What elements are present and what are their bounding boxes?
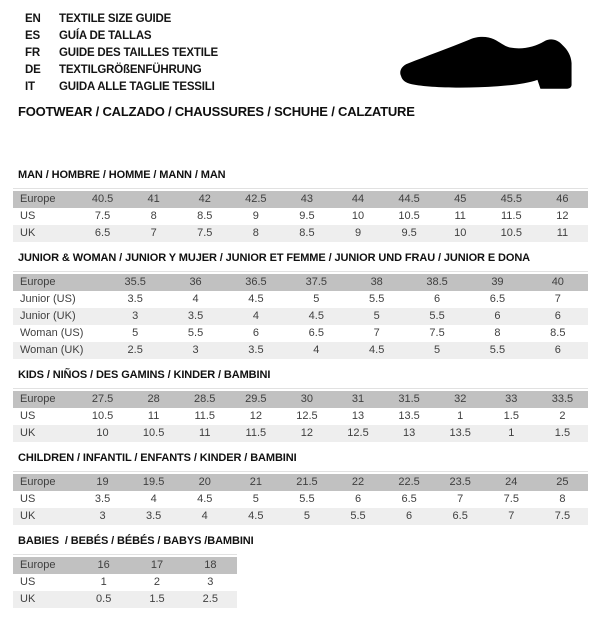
size-cell: 11.5 xyxy=(245,427,267,439)
size-cell: 11.5 xyxy=(194,410,216,422)
language-row-it xyxy=(25,79,218,96)
size-cell: 44 xyxy=(351,193,365,205)
size-cell: 3 xyxy=(207,576,214,588)
size-cell: 2.5 xyxy=(127,344,143,356)
size-cell: 45.5 xyxy=(500,193,522,205)
language-code: FR xyxy=(25,47,40,59)
row-label: Europe xyxy=(20,276,56,288)
size-cell: 39 xyxy=(491,276,504,288)
size-cell: 27.5 xyxy=(91,393,114,405)
size-cell: 7 xyxy=(150,227,157,239)
size-cell: 6 xyxy=(434,293,441,305)
row-label: US xyxy=(20,210,36,222)
size-cell: 18 xyxy=(204,559,217,571)
table-row-children-europe xyxy=(13,474,588,491)
table-row-man-uk xyxy=(13,225,588,242)
row-label: UK xyxy=(20,593,36,605)
size-cell: 25 xyxy=(556,476,569,488)
size-cell: 30 xyxy=(300,393,314,405)
size-cell: 45 xyxy=(454,193,467,205)
size-cell: 4.5 xyxy=(197,493,213,505)
size-cell: 11.5 xyxy=(501,210,522,222)
row-label: Europe xyxy=(20,476,56,488)
size-cell: 8 xyxy=(494,327,501,339)
language-code: IT xyxy=(25,81,35,93)
size-cell: 6 xyxy=(354,493,362,505)
table-row-man-europe xyxy=(13,191,588,208)
size-table-babies xyxy=(13,557,237,608)
row-label: UK xyxy=(20,427,36,439)
table-row-kids-us xyxy=(13,408,588,425)
table-title-children: CHILDREN / INFANTIL / ENFANTS / KINDER / BAMBINI xyxy=(18,452,297,464)
table-title-junior-woman: JUNIOR & WOMAN / JUNIOR Y MUJER / JUNIOR ET FEMME / JUNIOR UND FRAU / JUNIOR E DONA xyxy=(18,252,531,264)
size-cell: 7.5 xyxy=(503,493,519,505)
table-row-junior-woman-woman-uk- xyxy=(13,342,588,359)
size-cell: 6.5 xyxy=(401,493,417,505)
size-cell: 28 xyxy=(147,393,160,405)
size-cell: 16 xyxy=(97,559,110,571)
table-title-kids: KIDS / NIÑOS / DES GAMINS / KINDER / BAMBINI xyxy=(18,369,271,381)
size-cell: 8.5 xyxy=(197,210,213,222)
size-cell: 5 xyxy=(313,293,320,305)
row-label: US xyxy=(20,493,36,505)
table-row-kids-europe xyxy=(13,391,588,408)
size-cell: 21 xyxy=(249,476,262,488)
size-cell: 1.5 xyxy=(554,427,571,439)
size-cell: 12.5 xyxy=(347,427,369,439)
table-wrap-man xyxy=(13,188,588,242)
table-row-junior-woman-junior-uk- xyxy=(13,308,588,325)
table-wrap-kids xyxy=(13,388,588,442)
size-table-section-man xyxy=(13,169,588,242)
size-cell: 37.5 xyxy=(305,276,328,288)
language-label: GUÍA DE TALLAS xyxy=(59,30,152,42)
size-cell: 5.5 xyxy=(299,493,315,505)
table-row-junior-woman-europe xyxy=(13,274,588,291)
size-cell: 2.5 xyxy=(202,593,218,605)
size-cell: 8.5 xyxy=(550,327,566,339)
size-cell: 5.5 xyxy=(369,293,385,305)
size-cell: 3.5 xyxy=(187,310,204,322)
table-row-children-uk xyxy=(13,508,588,525)
size-cell: 13.5 xyxy=(398,410,420,422)
language-row-en xyxy=(25,11,218,28)
size-cell: 36.5 xyxy=(245,276,267,288)
size-cell: 9 xyxy=(354,227,362,239)
language-label: GUIDE DES TAILLES TEXTILE xyxy=(59,47,218,59)
size-cell: 12 xyxy=(249,410,262,422)
size-cell: 38.5 xyxy=(426,276,448,288)
size-cell: 0.5 xyxy=(96,593,112,605)
size-cell: 13 xyxy=(351,410,365,422)
size-cell: 10.5 xyxy=(91,410,114,422)
size-cell: 6 xyxy=(252,327,259,339)
size-cell: 6.5 xyxy=(308,327,324,339)
size-cell: 23.5 xyxy=(449,476,471,488)
size-cell: 3.5 xyxy=(248,344,264,356)
size-cell: 7.5 xyxy=(429,327,445,339)
size-cell: 19 xyxy=(96,476,109,488)
row-label: Woman (UK) xyxy=(20,344,84,356)
size-cell: 5 xyxy=(132,327,139,339)
row-label: US xyxy=(20,576,36,588)
language-label: TEXTILGRÖßENFÜHRUNG xyxy=(59,64,202,76)
size-cell: 24 xyxy=(505,476,518,488)
size-cell: 31.5 xyxy=(398,393,420,405)
size-table-section-children xyxy=(13,452,588,525)
size-cell: 4 xyxy=(192,293,199,305)
size-tables xyxy=(13,169,588,618)
size-cell: 1.5 xyxy=(149,593,165,605)
size-cell: 41 xyxy=(147,193,160,205)
size-cell: 12.5 xyxy=(296,410,318,422)
size-cell: 6 xyxy=(554,344,561,356)
size-cell: 5.5 xyxy=(429,310,445,322)
language-row-fr xyxy=(25,45,218,62)
category-heading: FOOTWEAR / CALZADO / CHAUSSURES / SCHUHE / CALZATURE xyxy=(18,104,415,119)
size-cell: 3.5 xyxy=(127,293,143,305)
language-row-es xyxy=(25,28,218,45)
language-code: EN xyxy=(25,13,41,25)
size-cell: 7.5 xyxy=(197,227,213,239)
size-cell: 3 xyxy=(99,510,106,522)
size-cell: 7 xyxy=(457,493,464,505)
size-cell: 11 xyxy=(556,227,569,239)
size-cell: 13 xyxy=(402,427,416,439)
table-title-babies: BABIES / BEBÉS / BÉBÉS / BABYS /BAMBINI xyxy=(18,535,254,547)
size-cell: 3.5 xyxy=(145,510,162,522)
size-cell: 7 xyxy=(373,327,380,339)
size-cell: 22.5 xyxy=(398,476,420,488)
size-cell: 11 xyxy=(199,427,211,439)
table-row-kids-uk xyxy=(13,425,588,442)
size-cell: 9 xyxy=(252,210,259,222)
size-cell: 6.5 xyxy=(452,510,468,522)
size-table-junior-woman xyxy=(13,274,588,359)
size-cell: 12 xyxy=(300,427,314,439)
language-legend xyxy=(25,11,218,96)
size-cell: 38 xyxy=(370,276,383,288)
size-cell: 6 xyxy=(494,310,501,322)
size-cell: 9.5 xyxy=(299,210,315,222)
size-cell: 4.5 xyxy=(308,310,324,322)
size-cell: 10 xyxy=(351,210,365,222)
size-cell: 6 xyxy=(554,310,561,322)
row-label: UK xyxy=(20,510,36,522)
size-table-children xyxy=(13,474,588,525)
size-cell: 7 xyxy=(508,510,515,522)
table-row-children-us xyxy=(13,491,588,508)
table-row-babies-europe xyxy=(13,557,237,574)
size-table-section-kids xyxy=(13,369,588,442)
size-cell: 28.5 xyxy=(194,393,216,405)
size-cell: 4 xyxy=(252,310,259,322)
size-cell: 43 xyxy=(300,193,314,205)
size-cell: 22 xyxy=(351,476,365,488)
size-table-man xyxy=(13,191,588,242)
size-cell: 2 xyxy=(559,410,566,422)
table-row-junior-woman-junior-us- xyxy=(13,291,588,308)
size-cell: 1 xyxy=(508,427,515,439)
size-cell: 2 xyxy=(153,576,161,588)
size-cell: 3 xyxy=(192,344,199,356)
size-cell: 4.5 xyxy=(248,510,264,522)
size-cell: 5.5 xyxy=(187,327,204,339)
row-label: Junior (UK) xyxy=(20,310,76,322)
size-cell: 40.5 xyxy=(91,193,114,205)
size-cell: 4 xyxy=(313,344,320,356)
size-cell: 31 xyxy=(351,393,365,405)
size-cell: 21.5 xyxy=(296,476,318,488)
size-cell: 29.5 xyxy=(245,393,267,405)
table-row-babies-us xyxy=(13,574,237,591)
size-cell: 11 xyxy=(147,410,160,422)
row-label: Europe xyxy=(20,559,56,571)
size-cell: 6 xyxy=(406,510,413,522)
language-row-de xyxy=(25,62,218,79)
table-wrap-junior-woman xyxy=(13,271,588,359)
table-title-man: MAN / HOMBRE / HOMME / MANN / MAN xyxy=(18,169,226,181)
size-cell: 7.5 xyxy=(554,510,571,522)
row-label: Woman (US) xyxy=(20,327,84,339)
size-cell: 4.5 xyxy=(369,344,385,356)
dress-shoe-silhouette xyxy=(400,37,571,89)
size-cell: 12 xyxy=(556,210,569,222)
size-cell: 3 xyxy=(132,310,139,322)
size-cell: 10 xyxy=(454,227,467,239)
size-cell: 6.5 xyxy=(489,293,506,305)
size-cell: 8 xyxy=(150,210,157,222)
size-cell: 33 xyxy=(505,393,518,405)
size-table-section-babies xyxy=(13,535,588,608)
size-cell: 3.5 xyxy=(94,493,111,505)
size-cell: 5.5 xyxy=(350,510,366,522)
size-cell: 4 xyxy=(150,493,157,505)
size-cell: 17 xyxy=(150,559,164,571)
size-cell: 40 xyxy=(551,276,564,288)
row-label: Junior (US) xyxy=(20,293,76,305)
size-cell: 5 xyxy=(303,510,310,522)
size-cell: 4.5 xyxy=(248,293,264,305)
size-cell: 36 xyxy=(189,276,202,288)
size-cell: 5 xyxy=(252,493,259,505)
size-cell: 10.5 xyxy=(142,427,165,439)
size-cell: 42.5 xyxy=(245,193,267,205)
dress-shoe-icon xyxy=(399,36,577,91)
size-cell: 5.5 xyxy=(489,344,506,356)
size-cell: 9.5 xyxy=(401,227,417,239)
size-cell: 11 xyxy=(454,210,466,222)
size-cell: 8 xyxy=(559,493,566,505)
size-cell: 4 xyxy=(201,510,208,522)
language-code: ES xyxy=(25,30,40,42)
size-cell: 35.5 xyxy=(124,276,146,288)
size-cell: 10.5 xyxy=(398,210,420,222)
size-cell: 42 xyxy=(198,193,211,205)
size-cell: 5 xyxy=(434,344,441,356)
size-table-section-junior-woman xyxy=(13,252,588,359)
size-cell: 1.5 xyxy=(503,410,519,422)
size-cell: 33.5 xyxy=(551,393,574,405)
language-label: GUIDA ALLE TAGLIE TESSILI xyxy=(59,81,215,93)
size-cell: 20 xyxy=(198,476,211,488)
table-row-junior-woman-woman-us- xyxy=(13,325,588,342)
size-cell: 19.5 xyxy=(142,476,165,488)
row-label: US xyxy=(20,410,36,422)
size-cell: 1 xyxy=(457,410,464,422)
size-table-kids xyxy=(13,391,588,442)
size-cell: 32 xyxy=(454,393,467,405)
size-cell: 1 xyxy=(100,576,107,588)
size-cell: 8.5 xyxy=(299,227,315,239)
table-row-man-us xyxy=(13,208,588,225)
size-cell: 10 xyxy=(96,427,109,439)
size-cell: 13.5 xyxy=(449,427,471,439)
size-cell: 10.5 xyxy=(500,227,522,239)
size-cell: 8 xyxy=(252,227,259,239)
language-code: DE xyxy=(25,64,41,76)
row-label: Europe xyxy=(20,393,56,405)
size-cell: 46 xyxy=(556,193,569,205)
table-wrap-children xyxy=(13,471,588,525)
language-label: TEXTILE SIZE GUIDE xyxy=(59,13,172,25)
size-cell: 5 xyxy=(373,310,380,322)
size-cell: 6.5 xyxy=(94,227,111,239)
row-label: Europe xyxy=(20,193,56,205)
size-cell: 7.5 xyxy=(94,210,111,222)
row-label: UK xyxy=(20,227,36,239)
size-cell: 44.5 xyxy=(398,193,420,205)
size-cell: 7 xyxy=(554,293,561,305)
